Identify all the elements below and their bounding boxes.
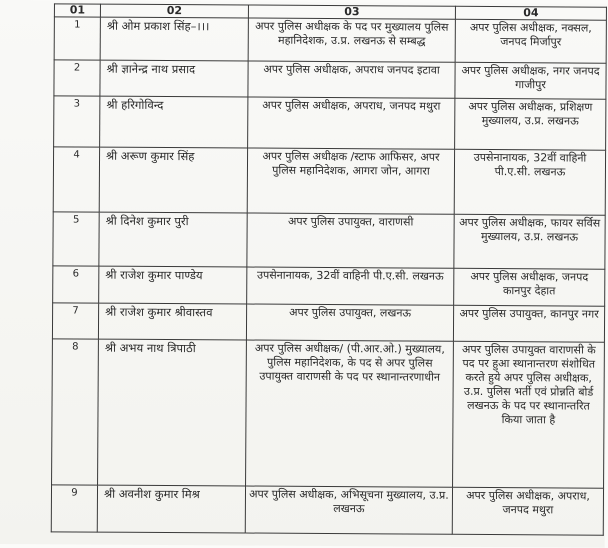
officer-name: श्री राजेश कुमार श्रीवास्तव <box>98 303 246 340</box>
current-posting: उपसेनानायक, 32वीं वाहिनी पी.ए.सी. लखनऊ <box>247 267 454 305</box>
serial-number: 7 <box>52 303 98 339</box>
table-row <box>52 303 604 342</box>
officer-name: श्री अवनीश कुमार मिश्र <box>97 485 245 533</box>
serial-number: 8 <box>52 339 99 485</box>
officer-name: श्री दिनेश कुमार पुरी <box>99 212 247 267</box>
serial-number: 3 <box>54 96 100 147</box>
new-posting: अपर पुलिस अधीक्षक, प्रशिक्षण मुख्यालय, उ.प्र. लखनऊ <box>455 98 606 150</box>
new-posting: अपर पुलिस उपायुक्त वाराणसी के पद पर हुआ स्थानान्तरण संशोधित करते हुये अपर पुलिस अधीक्षक, उ.प्र. पुलिस भर्ती एवं प्रोन्नति बोर्ड लखनऊ के पद पर स्थानान्तरित किया जाता है <box>453 341 605 488</box>
table-row <box>53 266 605 306</box>
current-posting: अपर पुलिस अधीक्षक, अभिसूचना मुख्यालय, उ.प्र. लखनऊ <box>245 486 452 534</box>
serial-number: 4 <box>53 147 99 212</box>
serial-number: 1 <box>54 17 100 60</box>
header-col-4: 04 <box>455 6 606 20</box>
new-posting: अपर पुलिस अधीक्षक, नक्सल, जनपद मिर्जापुर <box>455 19 606 63</box>
current-posting: अपर पुलिस अधीक्षक, अपराध, जनपद मथुरा <box>248 97 455 149</box>
current-posting: अपर पुलिस अधीक्षक /स्टाफ आफिसर, अपर पुलिस महानिदेशक, आगरा जोन, आगरा <box>247 148 454 214</box>
table-row <box>51 485 603 535</box>
new-posting: अपर पुलिस अधीक्षक, जनपद कानपुर देहात <box>454 268 605 306</box>
table-row <box>53 212 605 269</box>
new-posting: अपर पुलिस उपायुक्त, कानपुर नगर <box>453 305 604 342</box>
table-row <box>54 96 606 150</box>
header-col-3: 03 <box>248 5 455 19</box>
serial-number: 2 <box>54 60 100 96</box>
officer-name: श्री ज्ञानेन्द्र नाथ प्रसाद <box>100 60 248 97</box>
header-col-2: 02 <box>100 4 248 18</box>
table-row <box>54 60 606 99</box>
current-posting: अपर पुलिस अधीक्षक, अपराध जनपद इटावा <box>248 61 455 98</box>
table-row <box>54 17 606 63</box>
new-posting: उपसेनानायक, 32वीं वाहिनी पी.ए.सी. लखनऊ <box>454 149 605 215</box>
transfer-table <box>51 3 607 535</box>
current-posting: अपर पुलिस उपायुक्त, लखनऊ <box>246 304 453 341</box>
officer-name: श्री अभय नाथ त्रिपाठी <box>98 339 247 486</box>
officer-name: श्री राजेश कुमार पाण्डेय <box>99 266 247 304</box>
new-posting: अपर पुलिस अधीक्षक, नगर जनपद गाजीपुर <box>455 62 606 99</box>
serial-number: 6 <box>53 266 99 303</box>
new-posting: अपर पुलिस अधीक्षक, अपराध, जनपद मथुरा <box>452 487 603 535</box>
current-posting: अपर पुलिस अधीक्षक/ (पी.आर.ओ.) मुख्यालय, पुलिस महानिदेशक, के पद से अपर पुलिस उपायुक्त वाराणसी के पद पर स्थानान्तरणाधीन <box>246 340 454 487</box>
new-posting: अपर पुलिस अधीक्षक, फायर सर्विस मुख्यालय, उ.प्र. लखनऊ <box>454 214 605 269</box>
officer-name: श्री ओम प्रकाश सिंह–।।। <box>100 17 248 61</box>
serial-number: 9 <box>51 485 97 532</box>
current-posting: अपर पुलिस उपायुक्त, वाराणसी <box>247 213 454 268</box>
serial-number: 5 <box>53 212 99 266</box>
header-col-1: 01 <box>54 4 100 17</box>
officer-name: श्री अरूण कुमार सिंह <box>99 147 247 213</box>
current-posting: अपर पुलिस अधीक्षक के पद पर मुख्यालय पुलिस महानिदेशक, उ.प्र. लखनऊ से सम्बद्ध <box>248 18 455 62</box>
officer-name: श्री हरिगोविन्द <box>100 96 248 148</box>
table-row <box>52 339 605 488</box>
table-row <box>53 147 605 215</box>
